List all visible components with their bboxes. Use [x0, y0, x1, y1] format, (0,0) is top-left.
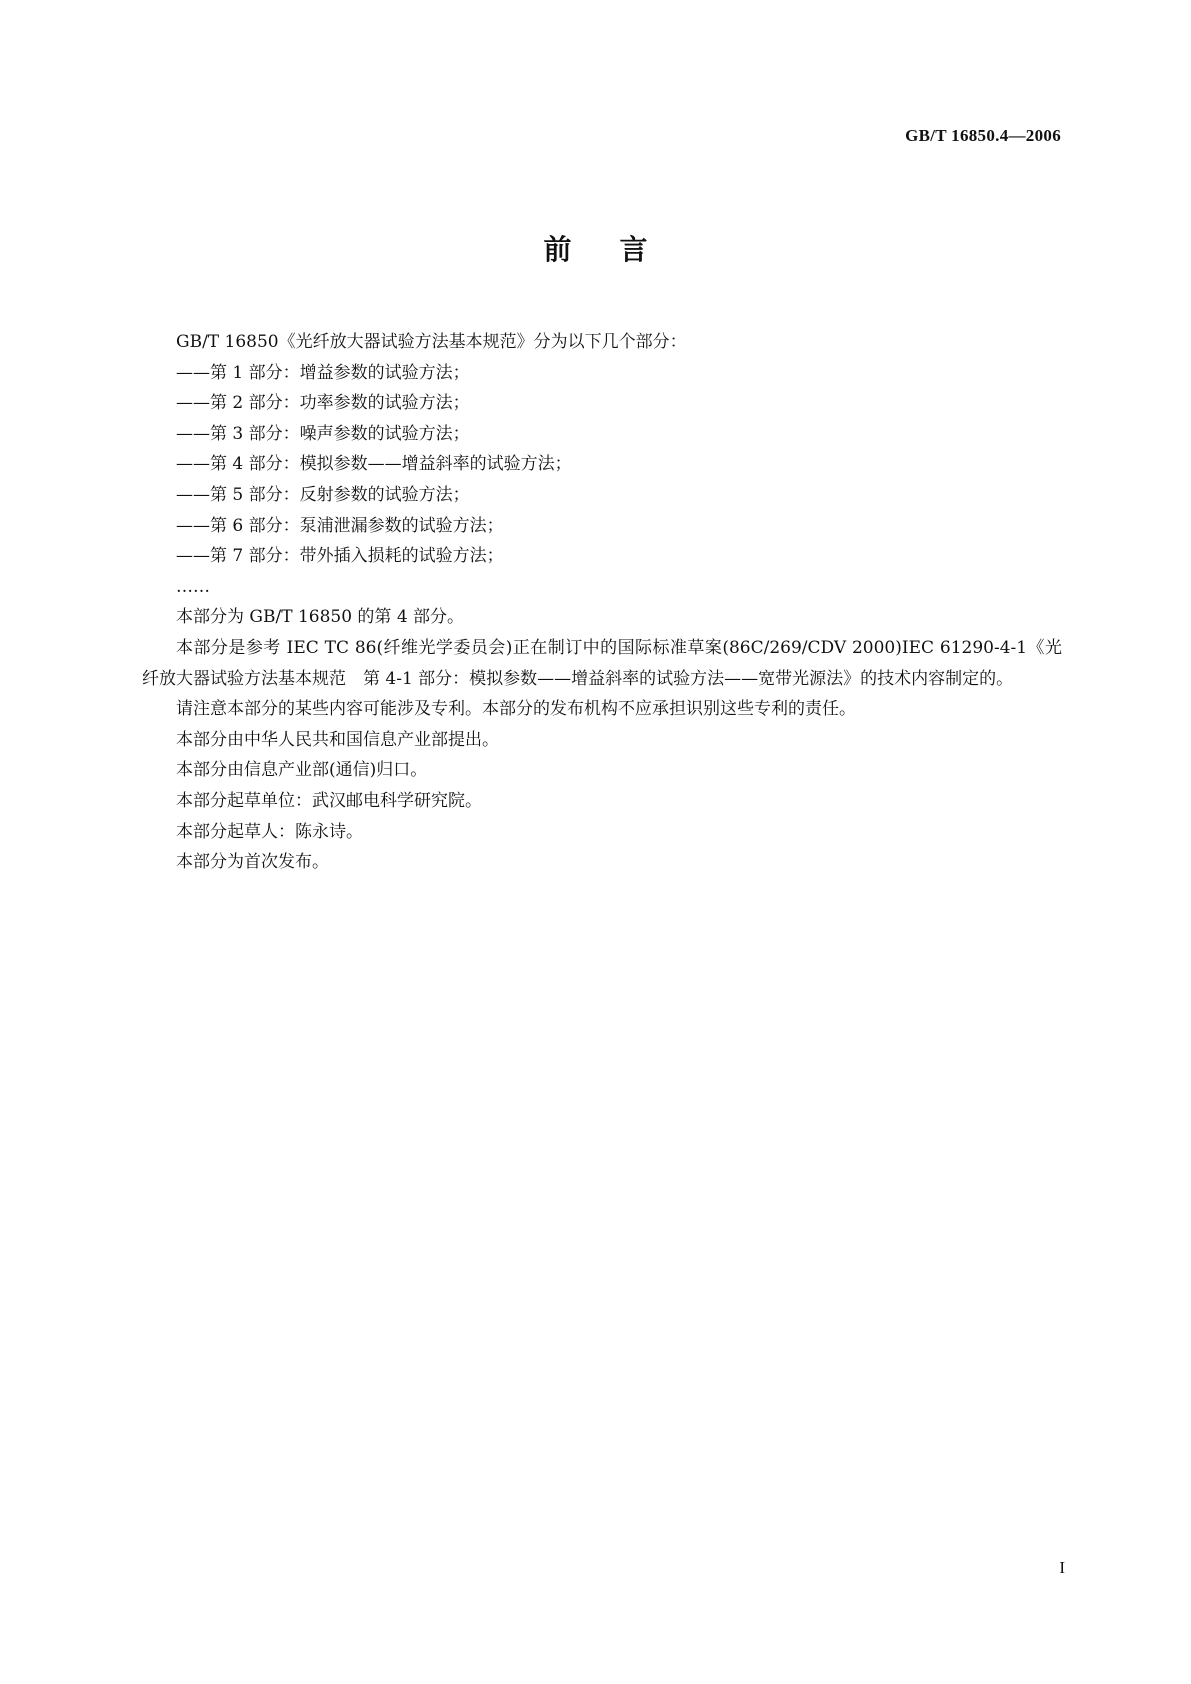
part-item-5: ——第 5 部分：反射参数的试验方法； [176, 484, 470, 505]
paragraph-drafting-unit: 本部分起草单位：武汉邮电科学研究院。 [176, 790, 482, 811]
paragraph-centralized-by: 本部分由信息产业部(通信)归口。 [176, 760, 428, 781]
paragraph-proposed-by: 本部分由中华人民共和国信息产业部提出。 [176, 729, 499, 750]
page-number: I [1059, 1558, 1065, 1577]
part-item-4: ——第 4 部分：模拟参数——增益斜率的试验方法； [176, 454, 572, 475]
part-item-2: ——第 2 部分：功率参数的试验方法； [176, 393, 470, 414]
paragraph-first-release: 本部分为首次发布。 [176, 852, 329, 873]
paragraph-patent-notice: 请注意本部分的某些内容可能涉及专利。本部分的发布机构不应承担识别这些专利的责任。 [176, 699, 856, 720]
page-title: 前言 [543, 233, 696, 266]
intro-line: GB/T 16850《光纤放大器试验方法基本规范》分为以下几个部分： [176, 332, 687, 352]
part-item-3: ——第 3 部分：噪声参数的试验方法； [176, 423, 470, 444]
part-item-1: ——第 1 部分：增益参数的试验方法； [176, 362, 470, 383]
part-item-7: ——第 7 部分：带外插入损耗的试验方法； [176, 546, 504, 567]
paragraph-part-number: 本部分为 GB/T 16850 的第 4 部分。 [176, 607, 465, 628]
paragraph-drafter: 本部分起草人：陈永诗。 [176, 821, 363, 842]
standard-code: GB/T 16850.4—2006 [905, 126, 1061, 145]
part-item-6: ——第 6 部分：泵浦泄漏参数的试验方法； [176, 515, 504, 536]
paragraph-reference: 本部分是参考 IEC TC 86(纤维光学委员会)正在制订中的国际标准草案(86C/269/CDV 2000)IEC 61290-4-1《光纤放大器试验方法基本规范 第 4-1 部分：模拟参数——增益斜率的试验方法——宽带光源法》的技术内容制定的。 [142, 637, 1062, 689]
ellipsis-line: …… [176, 576, 210, 597]
foreword-body [142, 327, 1062, 878]
